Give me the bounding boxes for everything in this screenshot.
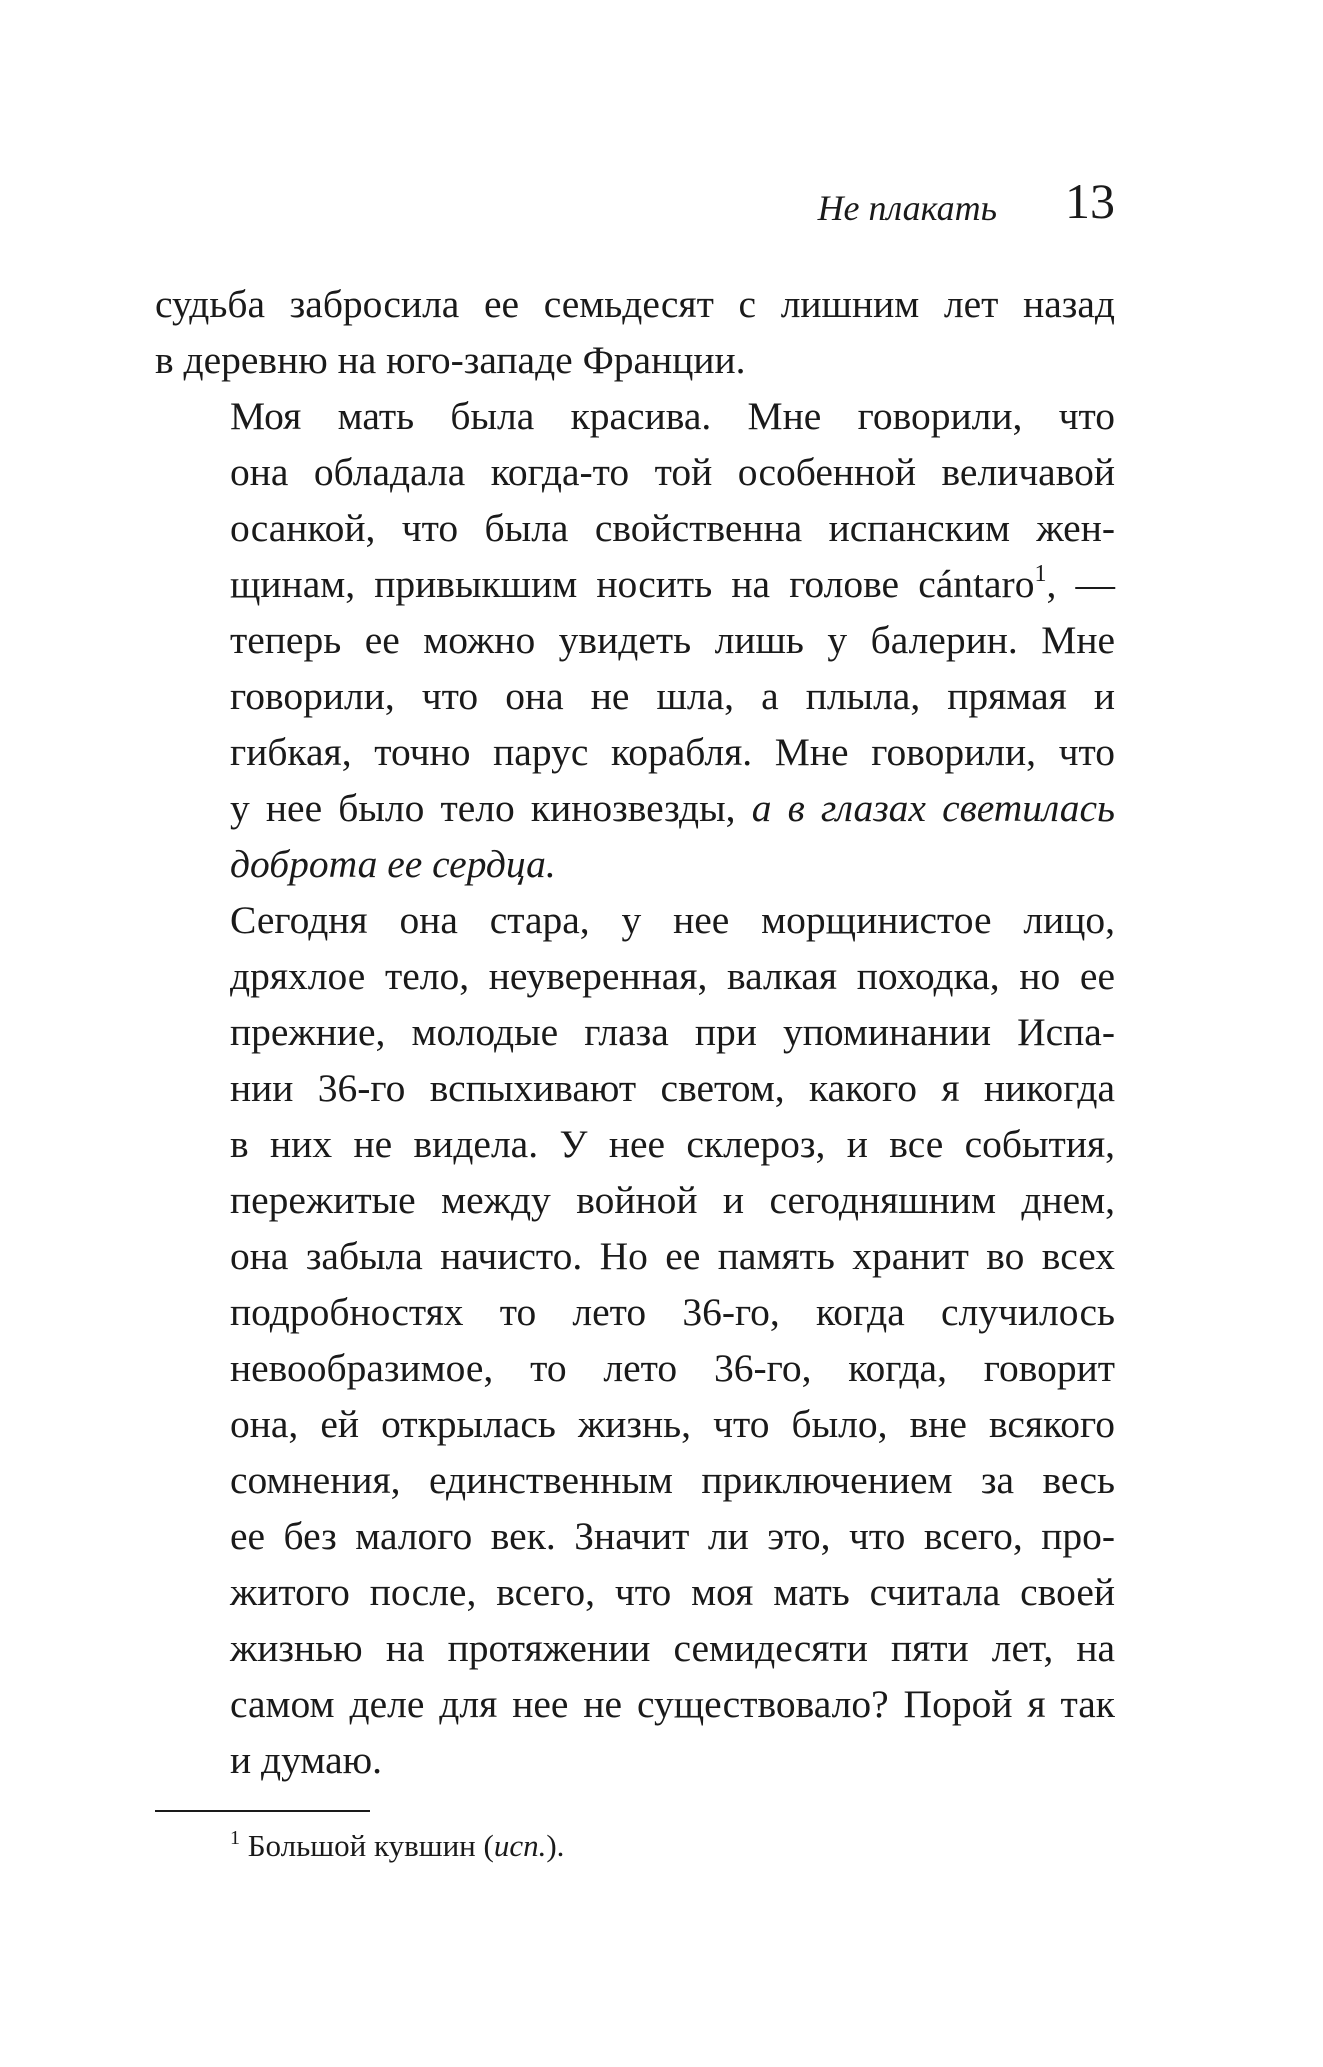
footnote — [230, 1826, 564, 1866]
text-line — [155, 780, 1115, 836]
text-line: ее без малого век. Значит ли это, что всего, про- — [230, 1514, 1115, 1558]
text-line: сомнения, единственным приключением за весь — [230, 1458, 1115, 1502]
text-line: гибкая, точно парус корабля. Мне говорили, что — [230, 730, 1115, 774]
paragraph-3 — [155, 892, 1115, 1788]
text-line: невообразимое, то лето 36-го, когда, говорит — [230, 1346, 1115, 1390]
text-line: нии 36-го вспыхивают светом, какого я никогда — [230, 1066, 1115, 1110]
text-line: самом деле для нее не существовало? Порой я так — [230, 1682, 1115, 1726]
running-title: Не плакать — [817, 188, 997, 228]
text-line: дряхлое тело, неуверенная, валкая походка, но ее — [230, 954, 1115, 998]
text-line: она обладала когда-то той особенной величавой — [230, 450, 1115, 494]
text-line — [155, 556, 1115, 612]
text-line: говорили, что она не шла, а плыла, прямая и — [230, 674, 1115, 718]
text-line: прежние, молодые глаза при упоминании Испа- — [230, 1010, 1115, 1054]
footnote-text: Большой кувшин ( — [247, 1828, 494, 1863]
text-line: судьба забросила ее семьдесят с лишним лет назад — [155, 282, 1115, 326]
text-segment: щинам, привыкшим носить на голове cántaro — [230, 562, 1035, 606]
body-text — [155, 276, 1115, 1788]
text-line: в них не видела. У нее склероз, и все события, — [230, 1122, 1115, 1166]
footnote-tail: ). — [546, 1828, 565, 1863]
paragraph-1 — [155, 276, 1115, 388]
text-line: подробностях то лето 36-го, когда случилось — [230, 1290, 1115, 1334]
text-line: житого после, всего, что моя мать считала своей — [230, 1570, 1115, 1614]
text-line: она забыла начисто. Но ее память хранит во всех — [230, 1234, 1115, 1278]
text-segment: у нее было тело кинозвезды, — [230, 786, 736, 830]
text-line: доброта ее сердца. — [230, 842, 556, 886]
text-line: жизнью на протяжении семидесяти пяти лет, на — [230, 1626, 1115, 1670]
footnote-marker: 1 — [230, 1827, 240, 1849]
footnote-italic: исп. — [493, 1828, 547, 1863]
page-number: 13 — [1065, 173, 1115, 229]
text-line: и думаю. — [230, 1738, 382, 1782]
text-line: осанкой, что была свойственна испанским жен- — [230, 506, 1115, 550]
text-segment: , — — [1046, 562, 1115, 606]
footnote-divider — [155, 1810, 370, 1812]
text-line: Сегодня она стара, у нее морщинистое лицо, — [230, 898, 1115, 942]
text-line: теперь ее можно увидеть лишь у балерин. Мне — [230, 618, 1115, 662]
running-header — [155, 168, 1115, 238]
footnote-ref: 1 — [1034, 561, 1047, 587]
paragraph-2 — [155, 388, 1115, 892]
text-line: она, ей открылась жизнь, что было, вне всякого — [230, 1402, 1115, 1446]
text-line: Моя мать была красива. Мне говорили, что — [230, 394, 1115, 438]
text-line: пережитые между войной и сегодняшним днем, — [230, 1178, 1115, 1222]
text-line: в деревню на юго-западе Франции. — [155, 338, 746, 382]
italic-segment: а в глазах светилась — [751, 786, 1115, 830]
